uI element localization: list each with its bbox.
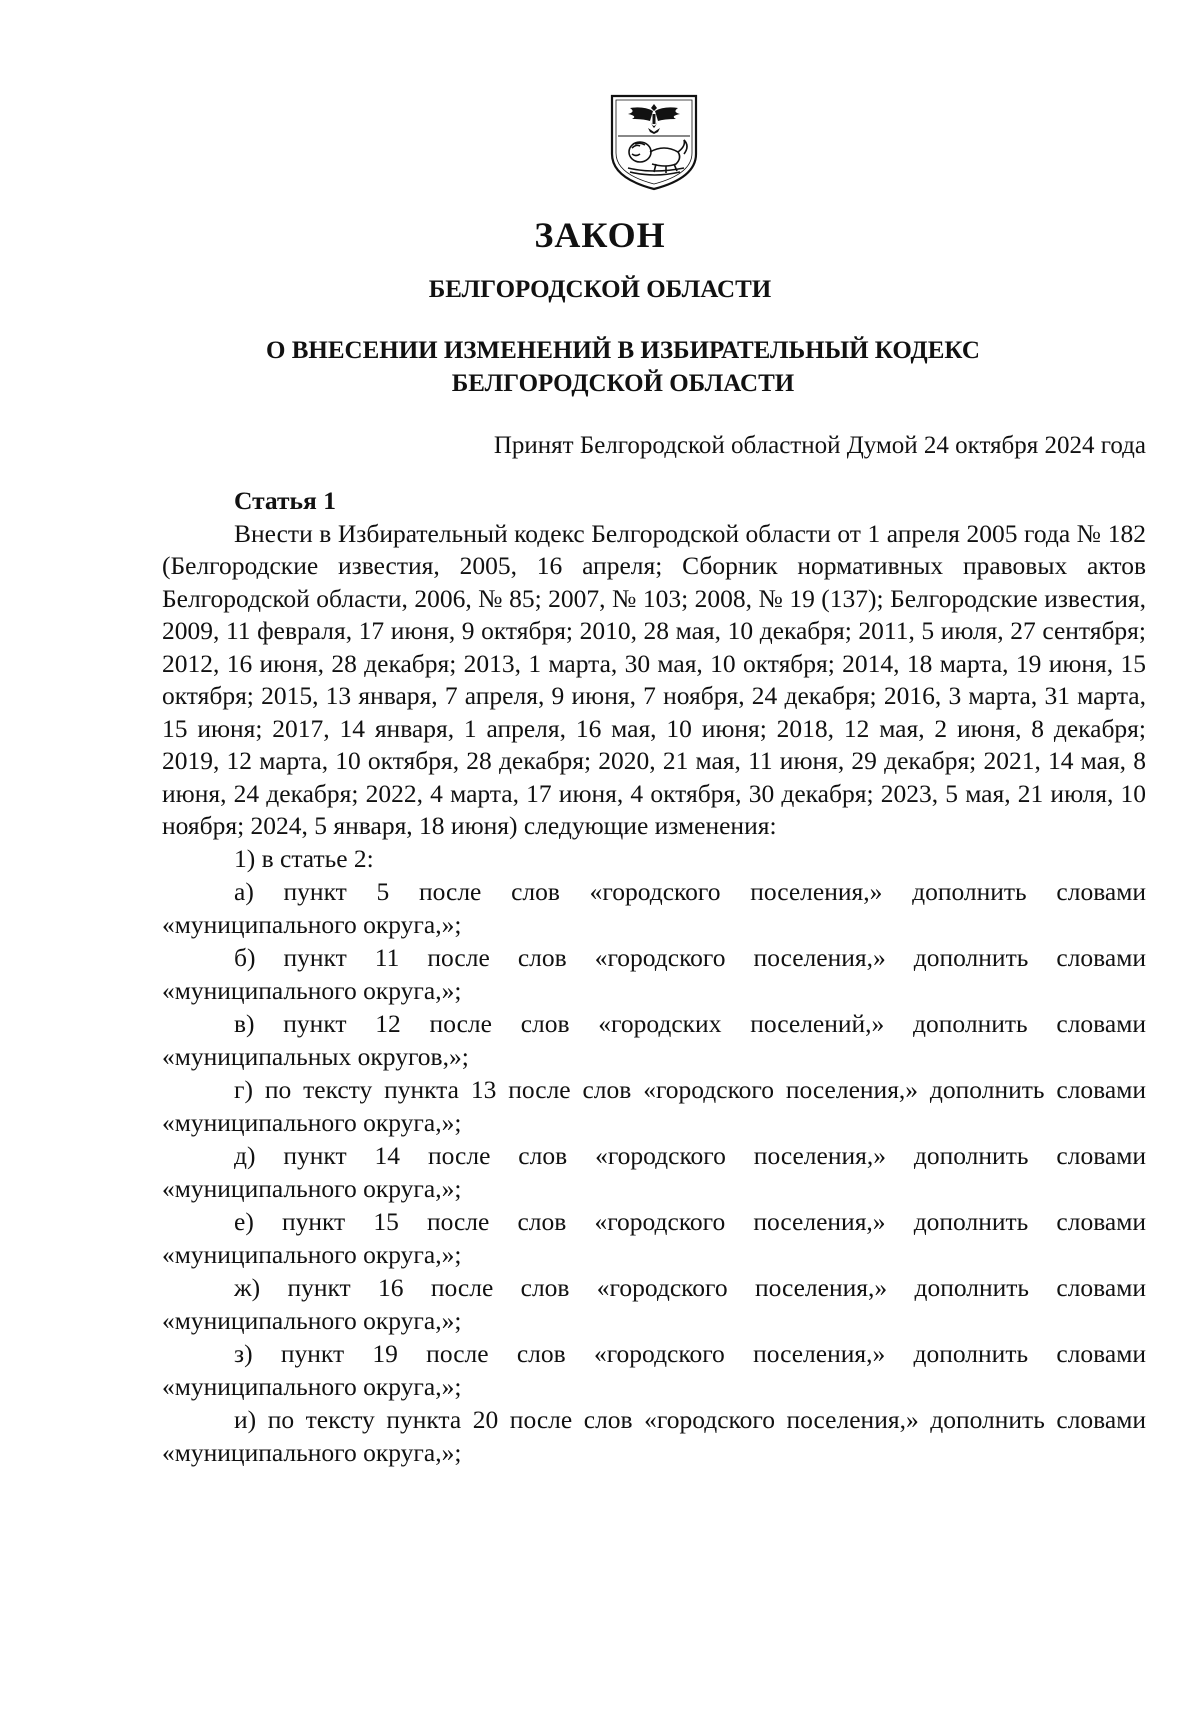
list-item: е) пункт 15 после слов «городского поселения,» дополнить словами «муниципального округа,»; [162,1207,1146,1269]
adoption-note: Принят Белгородской областной Думой 24 октября 2024 года [493,432,1146,459]
coat-of-arms-icon [606,92,702,192]
document-topic: О ВНЕСЕНИИ ИЗМЕНЕНИЙ В ИЗБИРАТЕЛЬНЫЙ КОДЕКС БЕЛГОРОДСКОЙ ОБЛАСТИ [266,337,980,397]
list-item: в) пункт 12 после слов «городских поселений,» дополнить словами «муниципальных округов,»; [162,1009,1146,1071]
list-item: г) по тексту пункта 13 после слов «городского поселения,» дополнить словами «муниципального округа,»; [162,1075,1146,1137]
list-item: б) пункт 11 после слов «городского поселения,» дополнить словами «муниципального округа,»; [162,943,1146,1005]
article-heading: Статья 1 [234,486,336,515]
list-item: а) пункт 5 после слов «городского поселения,» дополнить словами «муниципального округа,»; [162,877,1146,939]
list-item: ж) пункт 16 после слов «городского поселения,» дополнить словами «муниципального округа,»; [162,1273,1146,1335]
document-body [162,485,1146,1469]
document-title: ЗАКОН [534,215,666,255]
article-intro-paragraph: Внести в Избирательный кодекс Белгородской области от 1 апреля 2005 года № 182 (Белгородские известия, 2005, 16 апреля; Сборник нормативных правовых актов Белгородской области, 2006, № 85; 2007, № 103; 2008, № 19 (137); Белгородские известия, 2009, 11 февраля, 17 июня, 9 октября; 2010, 28 мая, 10 декабря; 2011, 5 июля, 27 сентября; 2012, 16 июня, 28 декабря; 2013, 1 марта, 30 мая, 10 октября; 2014, 18 марта, 19 июня, 15 октября; 2015, 13 января, 7 апреля, 9 июня, 7 ноября, 24 декабря; 2016, 3 марта, 31 марта, 15 июня; 2017, 14 января, 1 апреля, 16 мая, 10 июня; 2018, 12 мая, 2 июня, 8 декабря; 2019, 12 марта, 10 октября, 28 декабря; 2020, 21 мая, 11 июня, 29 декабря; 2021, 14 мая, 8 июня, 24 декабря; 2022, 4 марта, 17 июня, 4 октября, 30 декабря; 2023, 5 мая, 21 июля, 10 ноября; 2024, 5 января, 18 июня) следующие изменения: [162,518,1146,840]
list-item: з) пункт 19 после слов «городского поселения,» дополнить словами «муниципального округа,»; [162,1339,1146,1401]
document-subtitle: БЕЛГОРОДСКОЙ ОБЛАСТИ [428,276,772,303]
list-item: и) по тексту пункта 20 после слов «городского поселения,» дополнить словами «муниципального округа,»; [162,1405,1146,1467]
point-1: 1) в статье 2: [234,843,374,873]
list-item: д) пункт 14 после слов «городского поселения,» дополнить словами «муниципального округа,»; [162,1141,1146,1203]
